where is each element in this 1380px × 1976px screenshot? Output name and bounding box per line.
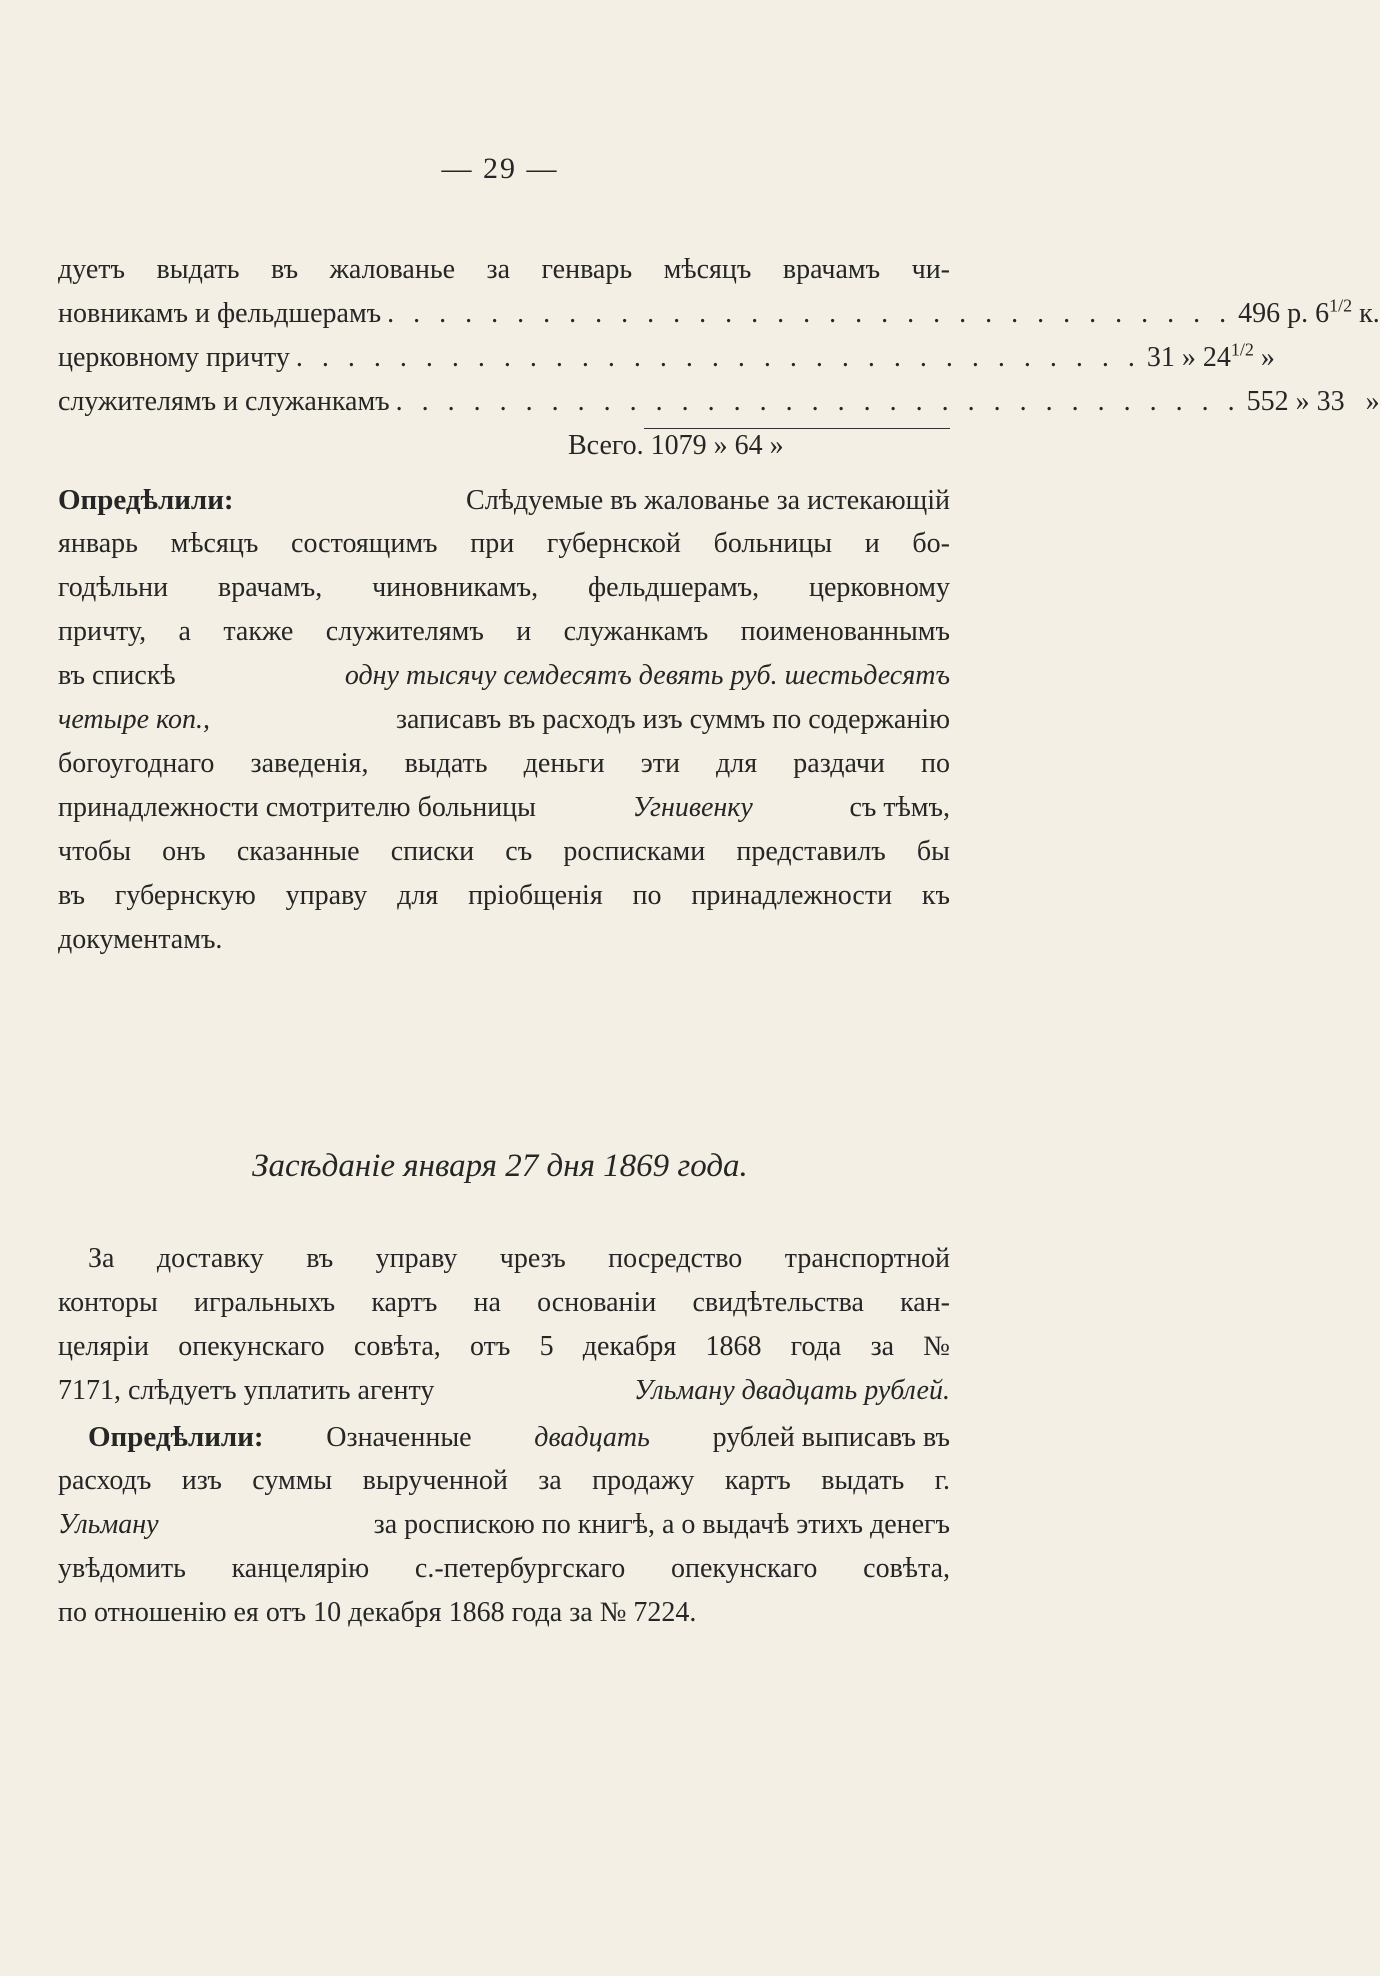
text-line: увѣдомить канцелярію с.-петербургскаго опекунскаго совѣта,: [58, 1553, 950, 1584]
salary-row-label: церковному причту: [58, 342, 290, 373]
text-fragment: въ спискѣ: [58, 660, 176, 691]
italic-name: Угнивенку: [632, 792, 753, 823]
salary-row-label: служителямъ и служанкамъ: [58, 386, 390, 417]
text-line: конторы игральныхъ картъ на основаніи свидѣтельства кан-: [58, 1287, 950, 1318]
resolution-2: [58, 1415, 950, 1635]
text-line: чтобы онъ сказанные списки съ росписками представилъ бы: [58, 836, 950, 867]
text-fragment: за роспискою по книгѣ, а о выдачѣ этихъ денегъ: [373, 1509, 950, 1540]
salary-section: [58, 248, 1380, 468]
text-fragment: записавъ въ расходъ изъ суммъ по содержанію: [395, 704, 950, 735]
salary-row: [58, 336, 1275, 380]
text-fragment: Означенные: [326, 1422, 472, 1453]
text-fragment: принадлежности смотрителю больницы: [58, 792, 536, 823]
text-fragment: рублей выписавъ въ: [712, 1422, 950, 1453]
text-fragment: 7171, слѣдуетъ уплатить агенту: [58, 1375, 435, 1406]
text-line: январь мѣсяцъ состоящимъ при губернской больницы и бо-: [58, 528, 950, 559]
dot-leader: . . . . . . . . . . . . . . . . . . . . . . . . . . . . . . . . .: [395, 386, 1241, 417]
italic-amount: одну тысячу семдесятъ девять руб. шестьдесятъ: [344, 660, 950, 691]
text-line: богоугоднаго заведенія, выдать деньги эти для раздачи по: [58, 748, 950, 779]
resolution-1: [58, 478, 950, 962]
paragraph-2: [58, 1237, 950, 1413]
page-number: — 29 —: [441, 152, 559, 185]
salary-intro: дуетъ выдать въ жалованье за генварь мѣсяцъ врачамъ чи-: [58, 254, 950, 285]
text-line: расходъ изъ суммы вырученной за продажу картъ выдать г.: [58, 1465, 950, 1496]
italic-name: Ульману: [58, 1509, 159, 1540]
resolution-text: Слѣдуемые въ жалованье за истекающій: [466, 485, 950, 516]
sum-rule: [644, 428, 950, 429]
text-fragment: съ тѣмъ,: [849, 792, 950, 823]
text-line: въ губернскую управу для пріобщенія по принадлежности къ: [58, 880, 950, 911]
italic-text: Ульману двадцать рублей.: [634, 1375, 950, 1406]
salary-row: [58, 292, 1380, 336]
dot-leader: . . . . . . . . . . . . . . . . . . . . . . . . . . . . . . . . .: [387, 298, 1233, 329]
salary-total: Всего. 1079 » 64 »: [568, 430, 784, 461]
salary-row-amount: 496 р. $6^{1/2}$ к.: [1238, 295, 1380, 329]
resolution-label: Опредѣлили:: [58, 484, 234, 516]
session-heading: Засѣданіе января 27 дня 1869 года.: [252, 1148, 748, 1184]
italic-amount: четыре коп.,: [58, 704, 211, 735]
text-line: За доставку въ управу чрезъ посредство транспортной: [88, 1243, 950, 1274]
salary-row: [58, 380, 1380, 424]
resolution-label: Опредѣлили:: [88, 1421, 264, 1453]
dot-leader: . . . . . . . . . . . . . . . . . . . . . . . . . . . . . . . . .: [295, 342, 1141, 373]
text-line: целяріи опекунскаго совѣта, отъ 5 декабря 1868 года за №: [58, 1331, 950, 1362]
italic-amount: двадцать: [534, 1422, 650, 1453]
salary-row-amount: 552 » 33 »: [1246, 386, 1380, 417]
text-line: по отношенію ея отъ 10 декабря 1868 года за № 7224.: [58, 1597, 697, 1628]
text-line: документамъ.: [58, 924, 223, 955]
text-line: причту, а также служителямъ и служанкамъ поименованнымъ: [58, 616, 950, 647]
salary-row-label: новникамъ и фельдшерамъ: [58, 298, 382, 329]
text-line: годѣльни врачамъ, чиновникамъ, фельдшерамъ, церковному: [58, 572, 950, 603]
salary-row-amount: 31 » $24^{1/2}$ »: [1146, 339, 1275, 373]
